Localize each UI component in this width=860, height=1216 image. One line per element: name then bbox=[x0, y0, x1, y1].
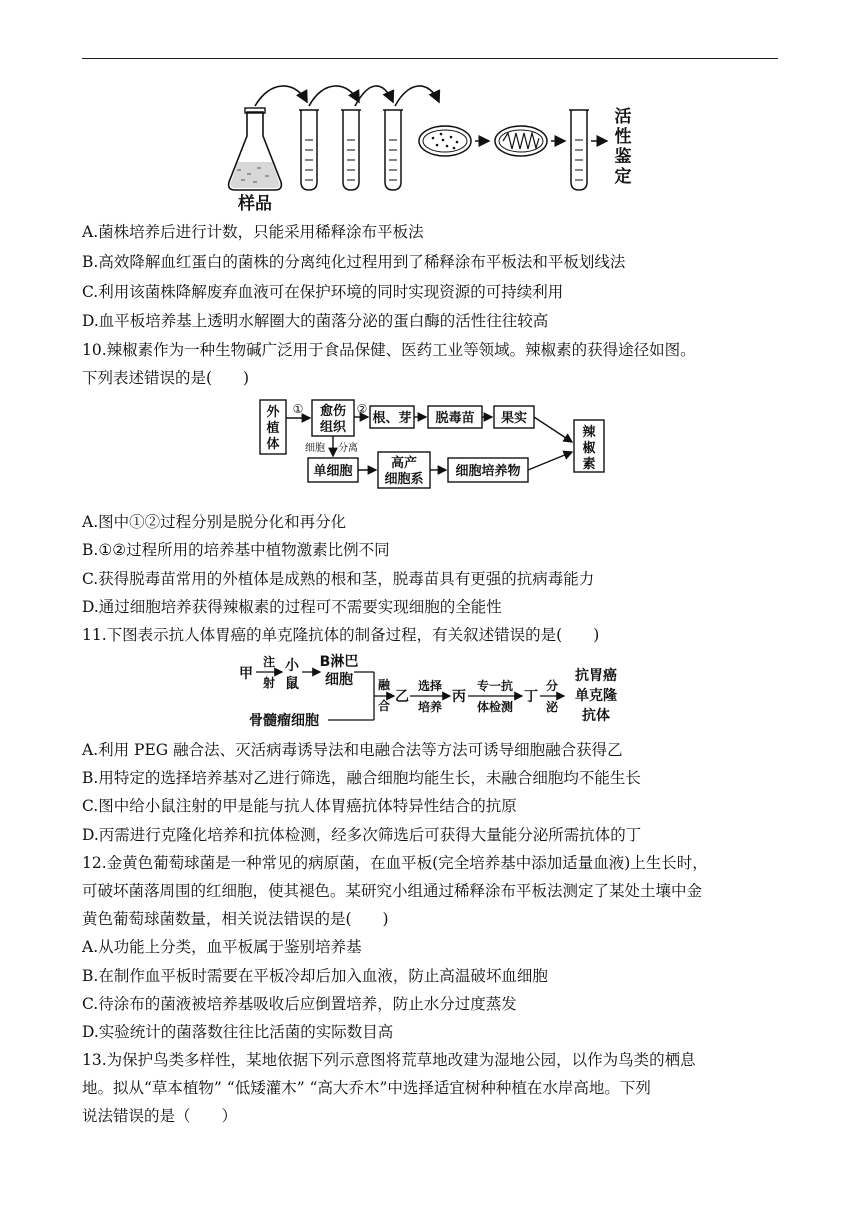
q12-stem-line-3: 黄色葡萄球菌数量，相关说法错误的是( ) bbox=[82, 910, 389, 928]
test-tube-icon bbox=[299, 110, 319, 190]
select-label-2: 培养 bbox=[417, 700, 443, 714]
cell-sep-label-1: 细胞 bbox=[305, 443, 325, 454]
q10-option-a: A.图中①②过程分别是脱分化和再分化 bbox=[82, 513, 347, 531]
yi-label: 乙 bbox=[395, 689, 409, 705]
q9-option-b: B.高效降解血红蛋白的菌株的分离纯化过程用到了稀释涂布平板法和平板划线法 bbox=[82, 253, 626, 271]
product-label-1: 抗胃癌 bbox=[575, 668, 617, 684]
capsaicin-label-2: 椒 bbox=[582, 441, 596, 456]
q11-option-b: B.用特定的选择培养基对乙进行筛选，融合细胞均能生长，未融合细胞均不能生长 bbox=[82, 769, 641, 787]
fruit-label: 果实 bbox=[500, 411, 528, 426]
q12-option-d: D.实验统计的菌落数往往比活菌的实际数目高 bbox=[82, 1023, 394, 1041]
q12-stem-line-2: 可破坏菌落周围的红细胞，使其褪色。某研究小组通过稀释涂布平板法测定了某处土壤中金 bbox=[82, 882, 703, 900]
secrete-label-1: 分 bbox=[545, 679, 559, 693]
streak-plate-icon bbox=[495, 126, 547, 156]
capsaicin-label-3: 素 bbox=[582, 457, 596, 472]
dilution-process-figure bbox=[225, 78, 645, 218]
header-rule bbox=[82, 58, 778, 59]
activity-label-3: 鉴 bbox=[614, 147, 632, 167]
callus-label-1: 愈伤 bbox=[319, 404, 347, 419]
activity-label-2: 性 bbox=[614, 127, 632, 147]
test-tube-icon bbox=[383, 110, 403, 190]
callus-label-2: 组织 bbox=[319, 420, 347, 435]
step-1-label: ① bbox=[292, 402, 304, 416]
sample-label: 样品 bbox=[238, 194, 272, 214]
q11-stem: 11.下图表示抗人体胃癌的单克隆抗体的制备过程，有关叙述错误的是( ) bbox=[82, 626, 600, 644]
q13-stem-line-3: 说法错误的是（ ） bbox=[82, 1107, 238, 1125]
root-bud-label: 根、芽 bbox=[372, 411, 412, 426]
explant-label-2: 植 bbox=[266, 421, 280, 436]
q12-stem-line-1: 12.金黄色葡萄球菌是一种常见的病原菌，在血平板(完全培养基中添加适量血液)上生长时， bbox=[82, 854, 708, 872]
q11-option-c: C.图中给小鼠注射的甲是能与抗人体胃癌抗体特异性结合的抗原 bbox=[82, 797, 517, 815]
q9-option-a: A.菌株培养后进行计数，只能采用稀释涂布平板法 bbox=[82, 223, 424, 241]
mouse-label-1: 小 bbox=[285, 658, 299, 674]
explant-label-1: 外 bbox=[266, 405, 280, 420]
ab-test-label-1: 专一抗 bbox=[476, 679, 514, 693]
q11-option-a: A.利用 PEG 融合法、灭活病毒诱导法和电融合法等方法可诱导细胞融合获得乙 bbox=[82, 741, 623, 759]
activity-label-1: 活 bbox=[614, 107, 632, 127]
q9-option-c: C.利用该菌株降解废弃血液可在保护环境的同时实现资源的可持续利用 bbox=[82, 283, 564, 301]
capsaicin-pathway-figure bbox=[258, 394, 608, 498]
q10-option-b: B.①②过程所用的培养基中植物激素比例不同 bbox=[82, 541, 390, 559]
q9-option-d: D.血平板培养基上透明水解圈大的菌落分泌的蛋白酶的活性往往较高 bbox=[82, 312, 549, 330]
spread-plate-icon bbox=[419, 126, 471, 156]
capsaicin-label-1: 辣 bbox=[582, 425, 596, 440]
high-yield-label-1: 高产 bbox=[390, 456, 418, 471]
q11-option-d: D.丙需进行克隆化培养和抗体检测，经多次筛选后可获得大量能分泌所需抗体的丁 bbox=[82, 826, 642, 844]
mouse-label-2: 鼠 bbox=[285, 676, 299, 692]
ab-test-label-2: 体检测 bbox=[476, 700, 514, 714]
bing-label: 丙 bbox=[452, 689, 466, 705]
q12-option-a: A.从功能上分类，血平板属于鉴别培养基 bbox=[82, 938, 362, 956]
secrete-label-2: 泌 bbox=[545, 700, 559, 714]
step-2-label: ② bbox=[356, 402, 368, 416]
sample-flask-icon bbox=[229, 108, 282, 190]
high-yield-label-2: 细胞系 bbox=[384, 472, 424, 487]
q10-stem-line-1: 10.辣椒素作为一种生物碱广泛用于食品保健、医药工业等领域。辣椒素的获得途径如图。 bbox=[82, 341, 696, 359]
b-cell-label-2: 细胞 bbox=[325, 672, 353, 688]
jia-label: 甲 bbox=[239, 666, 253, 682]
test-tube-icon bbox=[569, 110, 589, 190]
q13-stem-line-1: 13.为保护鸟类多样性，某地依据下列示意图将荒草地改建为湿地公园，以作为鸟类的栖息 bbox=[82, 1051, 696, 1069]
myeloma-label: 骨髓瘤细胞 bbox=[249, 713, 319, 729]
virus-free-label: 脱毒苗 bbox=[435, 411, 475, 426]
product-label-3: 抗体 bbox=[582, 708, 610, 724]
test-tube-icon bbox=[341, 110, 361, 190]
monoclonal-antibody-figure bbox=[238, 650, 638, 736]
culture-label: 细胞培养物 bbox=[455, 464, 521, 479]
q10-option-c: C.获得脱毒苗常用的外植体是成熟的根和茎，脱毒苗具有更强的抗病毒能力 bbox=[82, 570, 595, 588]
q10-option-d: D.通过细胞培养获得辣椒素的过程可不需要实现细胞的全能性 bbox=[82, 598, 502, 616]
select-label-1: 选择 bbox=[417, 679, 443, 693]
inject-label-2: 射 bbox=[262, 676, 276, 690]
fuse-label-2: 合 bbox=[377, 699, 391, 713]
inject-label-1: 注 bbox=[262, 655, 276, 669]
q12-option-c: C.待涂布的菌液被培养基吸收后应倒置培养，防止水分过度蒸发 bbox=[82, 995, 517, 1013]
q13-stem-line-2: 地。拟从“草本植物” “低矮灌木” “高大乔木”中选择适宜树种种植在水岸高地。下列 bbox=[82, 1079, 651, 1097]
product-label-2: 单克隆 bbox=[575, 688, 617, 704]
b-cell-label-1: B淋巴 bbox=[319, 654, 359, 670]
activity-label-4: 定 bbox=[614, 167, 632, 187]
q10-stem-line-2: 下列表述错误的是( ) bbox=[82, 369, 250, 387]
explant-label-3: 体 bbox=[266, 437, 280, 452]
ding-label: 丁 bbox=[524, 689, 538, 705]
q12-option-b: B.在制作血平板时需要在平板冷却后加入血液，防止高温破坏血细胞 bbox=[82, 967, 548, 985]
cell-sep-label-2: 分离 bbox=[338, 443, 358, 454]
fuse-label-1: 融 bbox=[377, 678, 391, 692]
single-cell-label: 单细胞 bbox=[313, 464, 353, 479]
